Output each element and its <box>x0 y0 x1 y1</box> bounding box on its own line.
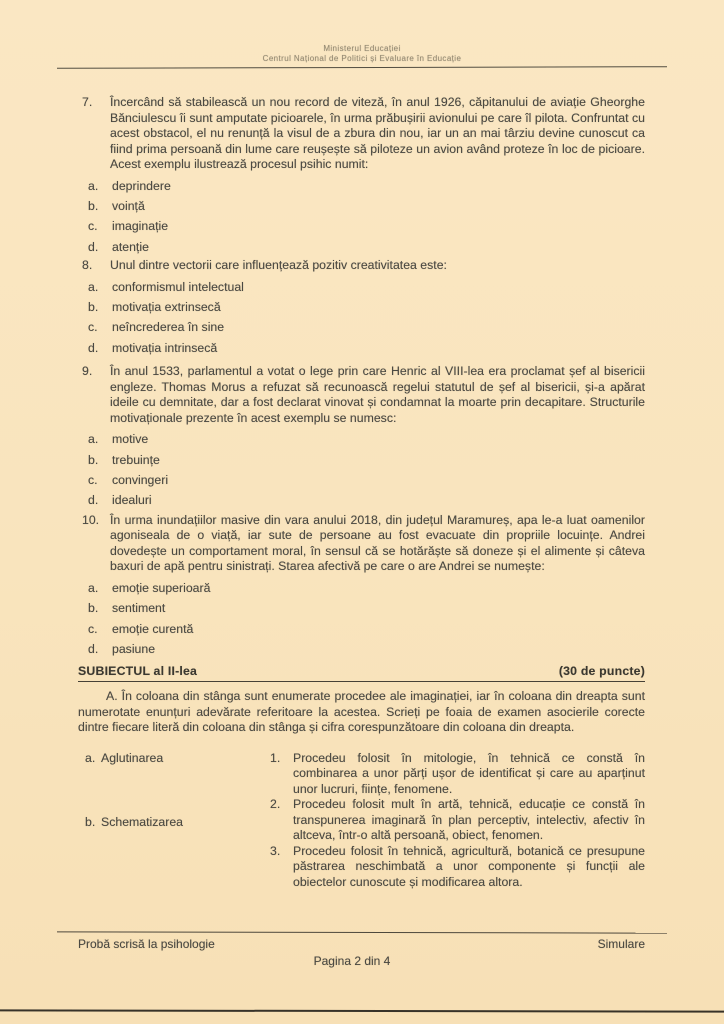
option-letter: d. <box>88 340 99 355</box>
footer-exam-name: Probă scrisă la psihologie <box>78 937 215 951</box>
option-letter: b. <box>88 601 99 616</box>
matching-item-a <box>78 751 270 767</box>
option-label: emoție curentă <box>112 621 194 636</box>
footer-rule <box>57 931 667 933</box>
section-2-heading <box>78 664 645 683</box>
statement-number: 1. <box>270 750 281 765</box>
question-7-option-b <box>78 196 645 216</box>
matching-item-b <box>78 815 270 831</box>
question-7-option-a <box>78 176 645 196</box>
option-label: voință <box>112 198 145 213</box>
option-label: motive <box>112 432 149 447</box>
question-9-text: În anul 1533, parlamentul a votat o lege prin care Henric al VIII-lea era proclamat șef al bisericii engleze. Thomas Morus a refuzat să recunoască regelui statutul de șef al bisericii, și-a apărat ideile cu demnitate, dar a fost declarat vinovat și condamnat la moarte prin decapitare. Structurile motivaționale prezente în acest exemplu se numesc: <box>110 364 645 425</box>
option-label: motivația extrinsecă <box>112 300 221 315</box>
statement-number: 2. <box>270 797 281 811</box>
footer-page-number: Pagina 2 din 4 <box>313 954 391 968</box>
option-letter: d. <box>88 239 99 254</box>
ministry-header <box>0 44 724 64</box>
question-8-text: Unul dintre vectorii care influențează pozitiv creativitatea este: <box>110 258 447 273</box>
option-label: conformismul intelectual <box>112 279 244 294</box>
question-10-option-d <box>78 639 645 659</box>
question-8-option-d <box>78 338 645 358</box>
statement-3 <box>270 844 645 891</box>
exam-content <box>78 69 645 890</box>
question-7-number: 7. <box>82 95 93 109</box>
question-8-option-b <box>78 297 645 317</box>
statement-text: Procedeu folosit în mitologie, în tehnică ce constă în combinarea a unor părți ușor de identificat și care au aparținut unor lucruri, ființe, fenomene. <box>293 750 645 796</box>
matching-letter: a. <box>85 750 96 765</box>
question-10-number: 10. <box>82 512 100 527</box>
question-7-text: Încercând să stabilească un nou record de viteză, în anul 1926, căpitanului de aviație Gheorghe Bănciulescu îi sunt amputate picioarele, în urma prăbușirii avionului pe care îl pilota. Confruntat cu acest obstacol, el nu renunță la visul de a zbura din nou, iar un an mai târziu devine cunoscut ca fiind prima persoană din lume care reușește să piloteze un avion având proteze în loc de picioare. Acest exemplu ilustrează procesul psihic numit: <box>110 95 645 171</box>
question-8-options <box>78 277 645 359</box>
option-label: neîncrederea în sine <box>112 320 225 335</box>
section-2-points: (30 de puncte) <box>558 663 645 678</box>
option-letter: b. <box>88 198 99 213</box>
ministry-header-line2: Centrul Național de Politici și Evaluare în Educație <box>262 54 462 63</box>
question-9-number: 9. <box>82 364 93 379</box>
option-letter: c. <box>88 219 98 234</box>
option-label: motivația intrinsecă <box>112 340 218 355</box>
option-letter: b. <box>88 300 99 315</box>
question-8 <box>78 258 645 274</box>
matching-table <box>78 751 645 891</box>
question-8-number: 8. <box>82 258 93 273</box>
option-letter: b. <box>88 452 99 467</box>
bottom-scan-edge <box>0 1009 724 1012</box>
question-7-option-d <box>78 237 645 257</box>
question-7-option-c <box>78 216 645 236</box>
question-9-options <box>78 429 645 511</box>
question-10-text: În urma inundațiilor masive din vara anului 2018, din județul Maramureș, apa le-a luat oamenilor agoniseala de o viață, iar sute de persoane au fost evacuate din propriile locuințe. Andrei dovedește un comportament moral, în sensul că se hotărăște să doneze și el alimente și câteva baxuri de apă pentru sinistrați. Starea afectivă pe care o are Andrei se numește: <box>110 512 645 574</box>
question-10-options <box>78 578 645 660</box>
matching-right-column <box>270 751 645 891</box>
section-2-title: SUBIECTUL al II-lea <box>78 663 198 678</box>
matching-left-column <box>78 751 270 891</box>
question-10 <box>78 513 645 575</box>
question-8-option-c <box>78 317 645 337</box>
statement-1 <box>270 751 645 798</box>
question-10-option-c <box>78 619 645 639</box>
footer-simulare: Simulare <box>597 937 645 951</box>
option-label: imaginație <box>112 219 169 234</box>
section-2-intro: A. În coloana din stânga sunt enumerate procedee ale imaginației, iar în coloana din dreapta sunt numerotate enunțuri adevărate referitoare la acestea. Scrieți pe foaia de examen asocierile corecte dintre fiecare literă din coloana din stânga și cifra corespunzătoare din coloana din dreapta. <box>78 689 645 734</box>
matching-label: Aglutinarea <box>101 750 164 765</box>
footer <box>78 937 645 951</box>
statement-text: Procedeu folosit mult în artă, tehnică, educație ce constă în transpunerea imaginară în plan perceptiv, intelectiv, afectiv în altceva, într-o altă persoană, obiect, fenomen. <box>293 797 645 842</box>
option-label: idealuri <box>112 493 152 508</box>
option-label: sentiment <box>112 601 166 616</box>
question-8-option-a <box>78 277 645 297</box>
option-label: trebuințe <box>112 452 160 467</box>
option-letter: a. <box>88 279 99 294</box>
option-letter: c. <box>88 320 98 335</box>
ministry-header-line1: Ministerul Educației <box>323 44 401 53</box>
option-letter: a. <box>88 432 99 447</box>
question-10-option-b <box>78 598 645 618</box>
question-9-option-b <box>78 450 645 470</box>
question-9-option-a <box>78 429 645 449</box>
option-label: atenție <box>112 239 149 254</box>
question-7 <box>78 95 645 173</box>
option-letter: c. <box>88 473 98 488</box>
question-7-options <box>78 176 645 258</box>
statement-2 <box>270 797 645 844</box>
statement-text: Procedeu folosit în tehnică, agricultură, botanică ce presupune păstrarea neschimbată a unor componente și funcții ale obiectelor cunoscute și modificarea altora. <box>293 843 645 889</box>
question-10-option-a <box>78 578 645 598</box>
option-label: deprindere <box>112 178 171 193</box>
statement-number: 3. <box>270 843 281 858</box>
option-letter: a. <box>88 178 99 193</box>
option-letter: d. <box>88 642 99 657</box>
question-9-option-c <box>78 470 645 490</box>
option-label: convingeri <box>112 473 169 488</box>
question-9-option-d <box>78 490 645 510</box>
option-letter: d. <box>88 493 99 508</box>
option-letter: a. <box>88 580 99 595</box>
question-9 <box>78 364 645 426</box>
option-label: pasiune <box>112 642 156 657</box>
option-letter: c. <box>88 621 98 636</box>
matching-label: Schematizarea <box>101 815 184 829</box>
matching-letter: b. <box>85 815 96 829</box>
option-label: emoție superioară <box>112 580 211 595</box>
